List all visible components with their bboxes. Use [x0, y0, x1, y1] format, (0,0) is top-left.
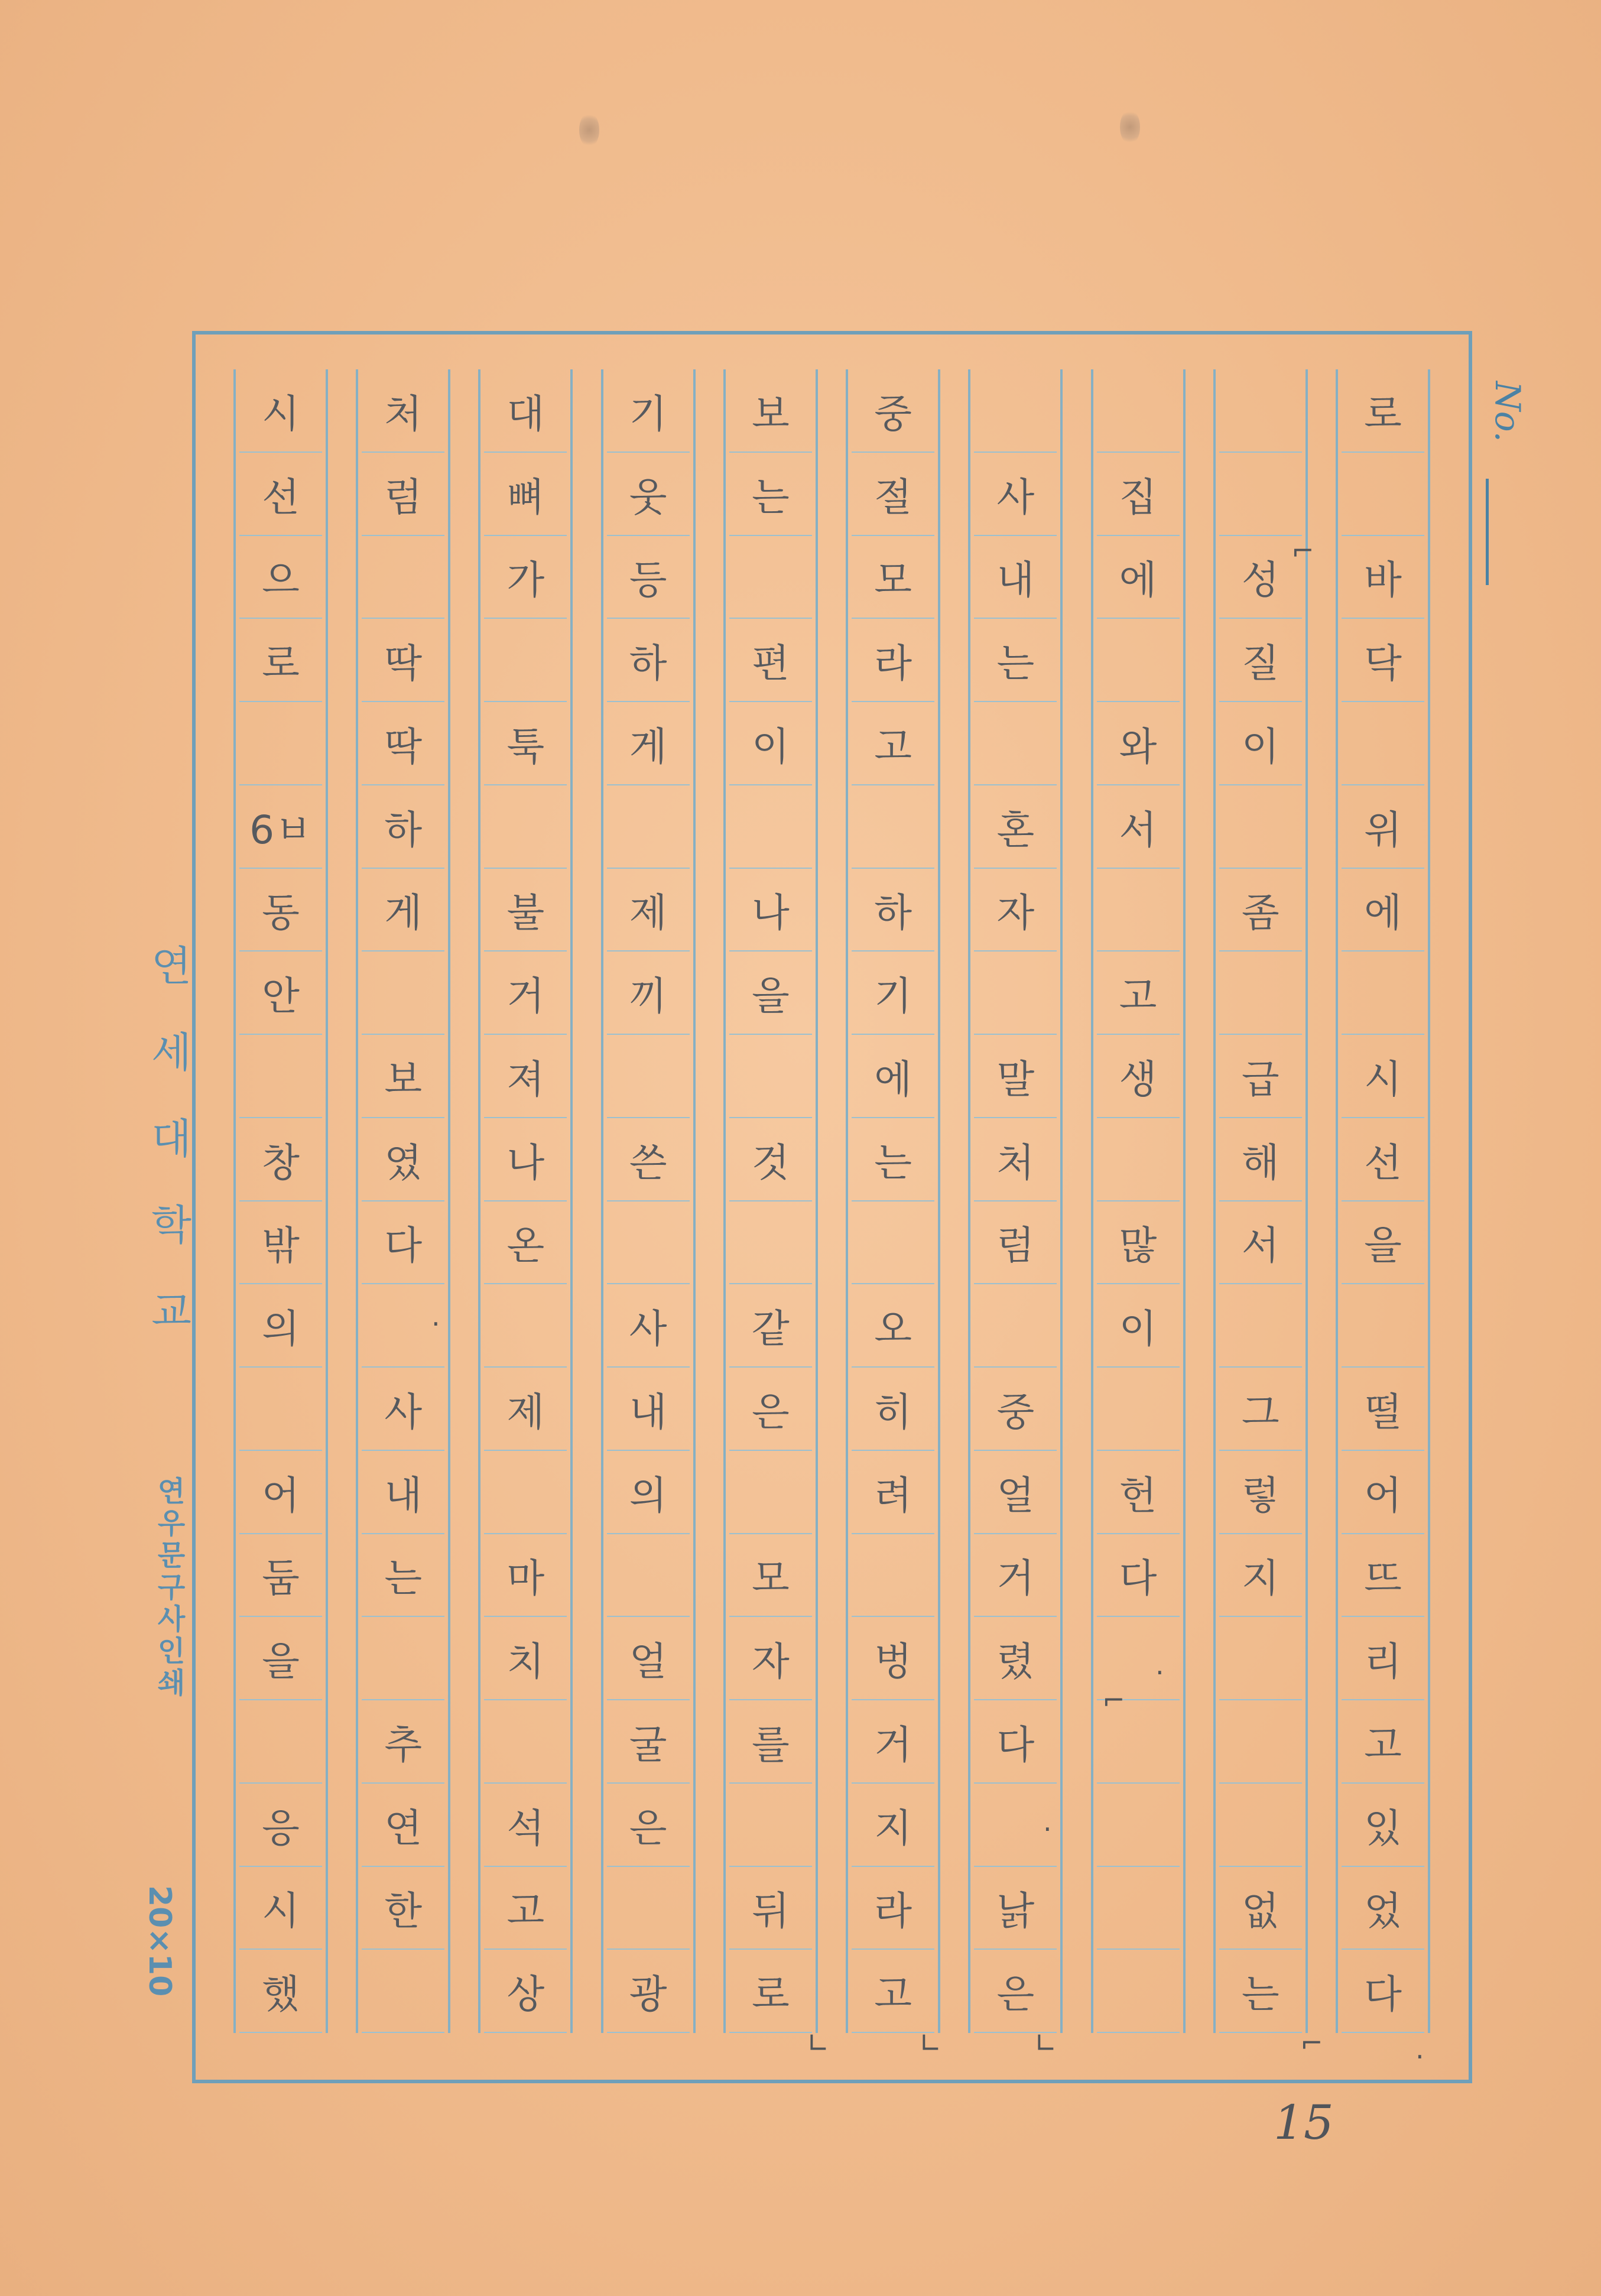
manuscript-cell	[974, 1284, 1057, 1368]
manuscript-cell: 추	[362, 1700, 444, 1784]
manuscript-cell: 을	[239, 1617, 322, 1700]
manuscript-cell: 에	[1097, 536, 1180, 619]
manuscript-cell	[484, 619, 567, 702]
manuscript-cell: 히	[852, 1368, 934, 1451]
number-label	[1472, 381, 1542, 594]
manuscript-column	[233, 369, 328, 2033]
manuscript-cell: 처	[362, 369, 444, 453]
manuscript-cell	[239, 1700, 322, 1784]
manuscript-cell	[1097, 369, 1180, 453]
manuscript-cell: 선	[1342, 1118, 1424, 1201]
printer-char: 우	[157, 1507, 186, 1540]
manuscript-cell: 뜨	[1342, 1534, 1424, 1618]
manuscript-cell: 하	[852, 869, 934, 952]
manuscript-cell: 웃	[607, 453, 690, 536]
manuscript-cell: 지	[1219, 1534, 1302, 1618]
manuscript-cell: 안	[239, 951, 322, 1035]
manuscript-column	[1336, 369, 1430, 2033]
manuscript-column	[968, 369, 1063, 2033]
manuscript-cell: 떨	[1342, 1368, 1424, 1451]
manuscript-cell: 거	[484, 951, 567, 1035]
manuscript-cell: 하	[362, 785, 444, 869]
manuscript-cell: 선	[239, 453, 322, 536]
manuscript-cell: 의	[239, 1284, 322, 1368]
university-char: 세	[151, 1028, 191, 1077]
manuscript-cell: 럼	[974, 1201, 1057, 1285]
manuscript-cell: 와	[1097, 702, 1180, 785]
manuscript-cell	[1097, 869, 1180, 952]
manuscript-cell: 모	[852, 536, 934, 619]
manuscript-cell: 서	[1219, 1201, 1302, 1285]
manuscript-cell: 가	[484, 536, 567, 619]
manuscript-column	[601, 369, 696, 2033]
manuscript-cell: 마	[484, 1534, 567, 1618]
manuscript-cell: 많	[1097, 1201, 1180, 1285]
manuscript-cell: 는	[362, 1534, 444, 1618]
manuscript-cell: 서	[1097, 785, 1180, 869]
manuscript-cell	[1097, 1867, 1180, 1950]
page-number: 15	[1274, 2095, 1334, 2150]
manuscript-cell: 편	[729, 619, 812, 702]
manuscript-cell: 딱	[362, 702, 444, 785]
manuscript-cell: 있	[1342, 1784, 1424, 1867]
university-char: 대	[151, 1115, 191, 1163]
manuscript-cell: 다	[1342, 1950, 1424, 2033]
manuscript-cell: 렇	[1219, 1451, 1302, 1534]
manuscript-column	[1091, 369, 1186, 2033]
manuscript-cell	[1219, 1284, 1302, 1368]
manuscript-cell: 벙	[852, 1617, 934, 1700]
proofreading-mark: .	[1155, 1649, 1164, 1681]
manuscript-cell: 럼	[362, 453, 444, 536]
manuscript-cell	[1219, 951, 1302, 1035]
manuscript-cell: 고	[852, 702, 934, 785]
manuscript-column	[478, 369, 573, 2033]
manuscript-cell: 동	[239, 869, 322, 952]
manuscript-cell	[974, 951, 1057, 1035]
manuscript-cell: 은	[729, 1368, 812, 1451]
manuscript-cell: 성	[1219, 536, 1302, 619]
manuscript-cell: 렸	[974, 1617, 1057, 1700]
printer-char: 구	[157, 1571, 186, 1604]
manuscript-cell: 다	[1097, 1534, 1180, 1618]
manuscript-cell: 하	[607, 619, 690, 702]
sheet-size: 20×10	[142, 1885, 177, 1997]
manuscript-cell	[362, 1950, 444, 2033]
manuscript-cell: 보	[362, 1035, 444, 1118]
manuscript-cell	[607, 1534, 690, 1618]
manuscript-cell: 게	[362, 869, 444, 952]
manuscript-cell: 대	[484, 369, 567, 453]
manuscript-cell: 중	[974, 1368, 1057, 1451]
manuscript-cell: 라	[852, 1867, 934, 1950]
manuscript-cell	[1097, 1950, 1180, 2033]
manuscript-cell: 위	[1342, 785, 1424, 869]
manuscript-cell: 사	[362, 1368, 444, 1451]
manuscript-cell: 나	[729, 869, 812, 952]
manuscript-cell	[1097, 619, 1180, 702]
manuscript-cell: 닥	[1342, 619, 1424, 702]
manuscript-cell	[239, 1368, 322, 1451]
manuscript-cell	[1342, 453, 1424, 536]
manuscript-cell: 6ㅂ	[239, 785, 322, 869]
manuscript-cell: 딱	[362, 619, 444, 702]
manuscript-cell: 집	[1097, 453, 1180, 536]
manuscript-cell: 사	[607, 1284, 690, 1368]
manuscript-cell	[1219, 1700, 1302, 1784]
manuscript-cell	[362, 951, 444, 1035]
manuscript-cell: 낡	[974, 1867, 1057, 1950]
manuscript-cell	[729, 1035, 812, 1118]
manuscript-cell: 로	[239, 619, 322, 702]
manuscript-cell	[1342, 702, 1424, 785]
proofreading-mark: .	[1415, 2033, 1424, 2065]
university-name	[142, 942, 201, 1336]
manuscript-cell: 뒤	[729, 1867, 812, 1950]
manuscript-cell: 어	[1342, 1451, 1424, 1534]
manuscript-cell	[484, 1451, 567, 1534]
manuscript-cell: 좀	[1219, 869, 1302, 952]
manuscript-cell: 이	[1097, 1284, 1180, 1368]
manuscript-cell: 로	[729, 1950, 812, 2033]
manuscript-cell: 자	[974, 869, 1057, 952]
manuscript-cell: 을	[729, 951, 812, 1035]
manuscript-cell: 급	[1219, 1035, 1302, 1118]
manuscript-cell	[484, 1700, 567, 1784]
manuscript-cell: 오	[852, 1284, 934, 1368]
manuscript-cell: 제	[484, 1368, 567, 1451]
manuscript-cell	[1219, 785, 1302, 869]
manuscript-cell: 는	[974, 619, 1057, 702]
manuscript-cell: 해	[1219, 1118, 1302, 1201]
manuscript-cell	[1219, 369, 1302, 453]
manuscript-cell: 을	[1342, 1201, 1424, 1285]
manuscript-cell: 고	[852, 1950, 934, 2033]
manuscript-cell	[484, 1284, 567, 1368]
manuscript-cell: 였	[362, 1118, 444, 1201]
proofreading-mark: .	[431, 1300, 440, 1332]
proofreading-mark: ⌐	[1102, 1684, 1125, 1716]
printer-char: 문	[157, 1539, 186, 1572]
manuscript-cell: 게	[607, 702, 690, 785]
manuscript-cell: 려	[852, 1451, 934, 1534]
manuscript-cell	[607, 785, 690, 869]
manuscript-cell	[729, 1201, 812, 1285]
manuscript-cell: 보	[729, 369, 812, 453]
number-label-text: No.	[1488, 381, 1528, 443]
manuscript-cell: 광	[607, 1950, 690, 2033]
manuscript-cell: 져	[484, 1035, 567, 1118]
manuscript-column	[846, 369, 940, 2033]
printer-char: 연	[157, 1475, 186, 1508]
manuscript-cell	[362, 1617, 444, 1700]
manuscript-cell: 없	[1219, 1867, 1302, 1950]
manuscript-cell: 쓴	[607, 1118, 690, 1201]
manuscript-cell	[1219, 1784, 1302, 1867]
manuscript-cell: 이	[1219, 702, 1302, 785]
manuscript-cell: 었	[1342, 1867, 1424, 1950]
manuscript-cell: 응	[239, 1784, 322, 1867]
manuscript-cell	[852, 785, 934, 869]
manuscript-cell: 으	[239, 536, 322, 619]
manuscript-cell: 혼	[974, 785, 1057, 869]
manuscript-cell	[1219, 1617, 1302, 1700]
manuscript-cell: 연	[362, 1784, 444, 1867]
manuscript-cell: 말	[974, 1035, 1057, 1118]
proofreading-mark: ∟	[1034, 2027, 1057, 2059]
printer-char: 쇄	[157, 1667, 186, 1700]
manuscript-cell: 바	[1342, 536, 1424, 619]
manuscript-cell: 로	[1342, 369, 1424, 453]
manuscript-cell: 은	[974, 1950, 1057, 2033]
manuscript-cell	[729, 536, 812, 619]
printer-char: 인	[157, 1635, 186, 1668]
manuscript-cell: 시	[239, 1867, 322, 1950]
manuscript-cell: 석	[484, 1784, 567, 1867]
manuscript-cell: 불	[484, 869, 567, 952]
manuscript-cell	[239, 702, 322, 785]
manuscript-cell: 거	[852, 1700, 934, 1784]
manuscript-cell: 것	[729, 1118, 812, 1201]
proofreading-mark: ⌐	[1300, 2027, 1323, 2059]
manuscript-cell: 내	[362, 1451, 444, 1534]
manuscript-cell: 질	[1219, 619, 1302, 702]
manuscript-cell: 같	[729, 1284, 812, 1368]
manuscript-cell: 에	[1342, 869, 1424, 952]
printer-name	[142, 1475, 201, 1700]
manuscript-cell: 의	[607, 1451, 690, 1534]
manuscript-cell: 내	[974, 536, 1057, 619]
manuscript-cell: 거	[974, 1534, 1057, 1618]
manuscript-column	[723, 369, 818, 2033]
manuscript-grid	[233, 369, 1430, 2033]
manuscript-cell: 고	[1097, 951, 1180, 1035]
manuscript-cell: 등	[607, 536, 690, 619]
manuscript-cell: 내	[607, 1368, 690, 1451]
manuscript-cell: 은	[607, 1784, 690, 1867]
manuscript-cell: 밖	[239, 1201, 322, 1285]
proofreading-mark: ∟	[919, 2027, 942, 2059]
manuscript-cell: 상	[484, 1950, 567, 2033]
manuscript-column	[1213, 369, 1308, 2033]
manuscript-cell: 모	[729, 1534, 812, 1618]
manuscript-cell: 기	[607, 369, 690, 453]
manuscript-cell	[974, 369, 1057, 453]
manuscript-cell: 얼	[607, 1617, 690, 1700]
manuscript-cell: 자	[729, 1617, 812, 1700]
proofreading-mark: ⌐	[1291, 535, 1314, 567]
manuscript-cell: 제	[607, 869, 690, 952]
manuscript-cell: 고	[484, 1867, 567, 1950]
punch-hole-right	[1120, 109, 1140, 145]
university-char: 연	[151, 942, 191, 991]
punch-hole-left	[579, 112, 599, 148]
manuscript-cell: 치	[484, 1617, 567, 1700]
proofreading-mark: .	[1043, 1805, 1052, 1837]
margin-print	[142, 942, 201, 1950]
manuscript-cell: 끼	[607, 951, 690, 1035]
manuscript-cell: 지	[852, 1784, 934, 1867]
manuscript-cell: 나	[484, 1118, 567, 1201]
manuscript-cell: 생	[1097, 1035, 1180, 1118]
manuscript-cell: 다	[362, 1201, 444, 1285]
manuscript-cell	[729, 785, 812, 869]
manuscript-cell	[852, 1534, 934, 1618]
manuscript-cell	[362, 536, 444, 619]
manuscript-cell: 는	[852, 1118, 934, 1201]
manuscript-cell: 이	[729, 702, 812, 785]
proofreading-mark: ∟	[807, 2027, 830, 2059]
manuscript-cell: 기	[852, 951, 934, 1035]
manuscript-cell	[607, 1201, 690, 1285]
manuscript-cell	[1097, 1784, 1180, 1867]
manuscript-cell: 어	[239, 1451, 322, 1534]
manuscript-cell: 뼈	[484, 453, 567, 536]
manuscript-cell: 중	[852, 369, 934, 453]
manuscript-cell: 헌	[1097, 1451, 1180, 1534]
manuscript-cell	[1097, 1118, 1180, 1201]
manuscript-cell: 는	[1219, 1950, 1302, 2033]
manuscript-cell	[729, 1451, 812, 1534]
manuscript-cell: 했	[239, 1950, 322, 2033]
manuscript-cell: 시	[1342, 1035, 1424, 1118]
printer-char: 사	[157, 1603, 186, 1636]
manuscript-cell: 둠	[239, 1534, 322, 1618]
manuscript-cell	[974, 702, 1057, 785]
manuscript-cell: 얼	[974, 1451, 1057, 1534]
manuscript-cell: 라	[852, 619, 934, 702]
manuscript-cell: 를	[729, 1700, 812, 1784]
number-blank-line	[1486, 479, 1489, 585]
manuscript-cell: 굴	[607, 1700, 690, 1784]
university-char: 학	[151, 1201, 191, 1249]
manuscript-cell: 는	[729, 453, 812, 536]
manuscript-cell: 사	[974, 453, 1057, 536]
manuscript-cell: 다	[974, 1700, 1057, 1784]
manuscript-cell: 툭	[484, 702, 567, 785]
manuscript-cell	[1342, 951, 1424, 1035]
manuscript-cell	[729, 1784, 812, 1867]
manuscript-cell	[607, 1035, 690, 1118]
manuscript-cell: 리	[1342, 1617, 1424, 1700]
manuscript-cell: 절	[852, 453, 934, 536]
manuscript-cell	[1342, 1284, 1424, 1368]
manuscript-column	[356, 369, 450, 2033]
university-char: 교	[151, 1287, 191, 1336]
manuscript-cell: 한	[362, 1867, 444, 1950]
manuscript-cell	[1097, 1368, 1180, 1451]
manuscript-cell: 시	[239, 369, 322, 453]
manuscript-cell	[239, 1035, 322, 1118]
manuscript-cell: 창	[239, 1118, 322, 1201]
manuscript-cell	[484, 785, 567, 869]
manuscript-cell: 고	[1342, 1700, 1424, 1784]
manuscript-cell	[1219, 453, 1302, 536]
manuscript-cell: 그	[1219, 1368, 1302, 1451]
manuscript-cell	[607, 1867, 690, 1950]
manuscript-cell	[852, 1201, 934, 1285]
manuscript-cell: 에	[852, 1035, 934, 1118]
manuscript-cell: 온	[484, 1201, 567, 1285]
manuscript-cell: 처	[974, 1118, 1057, 1201]
